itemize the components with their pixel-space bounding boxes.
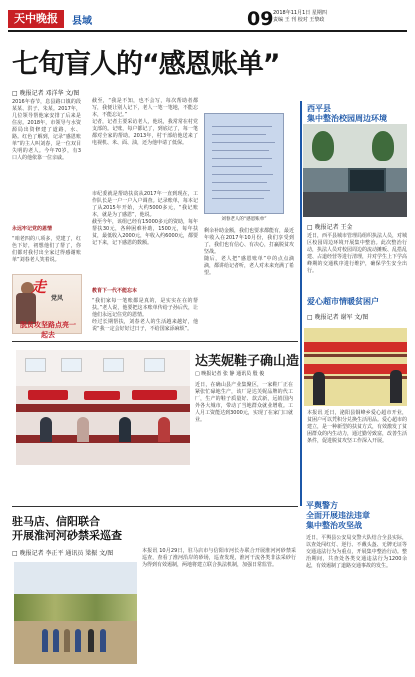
lead-subheading-1: 永远牢记党的恩情 bbox=[12, 226, 53, 232]
section-label: 县域 bbox=[72, 16, 92, 27]
shoe-pile bbox=[132, 390, 177, 400]
person-icon bbox=[390, 370, 402, 403]
page-number: 09 bbox=[247, 8, 274, 30]
advertisement-box bbox=[12, 274, 82, 339]
person-icon bbox=[100, 629, 106, 652]
road bbox=[303, 192, 407, 217]
supermarket-photo bbox=[304, 328, 407, 406]
person-icon bbox=[75, 629, 81, 652]
window bbox=[61, 358, 82, 372]
lead-subheading-2: 教育下一代不能忘本 bbox=[92, 288, 138, 294]
shoe-factory-photo bbox=[16, 350, 190, 465]
account-book-photo bbox=[204, 113, 284, 214]
section-divider bbox=[12, 506, 298, 507]
handwriting-line bbox=[212, 190, 270, 191]
lead-column-4: 市纪委就是帮助扶贫从2017年一直到现在，工作队长是一户一户入户调查。记录账单，每本记了从2015年开始，大约5000多元，“我记账本，就是为了感恩”，他说。 截至今年，该组已经有15000多元的资助，每年帮扶30元，各种困难补助，1500元，每年扶贫，最低收入2000元，年收入约6000元，都要记下来，记下感恩的数额。 bbox=[92, 191, 198, 246]
handwriting-line bbox=[212, 158, 272, 159]
shelf-edge bbox=[304, 354, 407, 357]
column-divider bbox=[300, 101, 302, 506]
lead-headline: 七旬盲人的“感恩账单” bbox=[12, 49, 280, 80]
worker-icon bbox=[40, 417, 52, 442]
shoe-byline: □ 晚报记者 张 静 通讯员 殷 俊 bbox=[195, 371, 265, 377]
street-photo bbox=[303, 124, 407, 217]
handwriting-line bbox=[212, 134, 266, 135]
lead-byline: □ 晚报记者 邓洋华 文/图 bbox=[12, 90, 80, 97]
right-mid-byline: □ 晚报记者 谢军 文/图 bbox=[307, 314, 369, 321]
lead-column-2: “咱老四的八项多，党建了，红色下好，初想他们了帮了，你们都对我付出全家过得感谢账单”刘春老人笑着说。 bbox=[12, 236, 81, 263]
handwriting-line bbox=[212, 166, 262, 167]
shoe-pile bbox=[84, 391, 120, 400]
bottom-byline: □ 晚报记者 李正平 通讯员 梁振 文/图 bbox=[12, 550, 114, 557]
handwriting-line bbox=[212, 174, 273, 175]
shoe-text: 近日，在确山县产业集聚区，一家鞋厂正在紧张忙碌地生产，该厂是达芙妮品牌的代工厂，生产的鞋子质量好、款式新，远销国内外各大城市，带动了当地群众就业增收。工人月工资能达到3000元，实现了在家门口就业。 bbox=[195, 382, 293, 423]
lead-column-5: “我们家每一笔账都是真的，是实实在在的帮扶。”老人说，他要把这本账单传给子孙后代，让他们永远记住党的恩情。 经过长期帮扶，刘春老人的生活越来越好，他说“我一定会好好过日子，不给国家添麻烦”。 bbox=[92, 298, 198, 332]
handwriting-line bbox=[212, 142, 275, 143]
ad-tag: 党风 bbox=[51, 295, 64, 302]
bottom-right-text: 近日，平舆县公安局交警大队结合全县实际，以查处闯红灯、逆行、不戴头盔、无牌无证等交通违法行为为重点，开展集中整治行动。整治期间，共查处各类交通违法行为1200余起，有效遏制了道路交通事故的发生。 bbox=[306, 535, 407, 569]
worker-icon bbox=[158, 417, 170, 442]
worker-icon bbox=[119, 417, 131, 442]
ad-walk-text: 走 bbox=[31, 278, 47, 296]
window bbox=[144, 358, 165, 372]
tree-icon bbox=[372, 131, 394, 161]
newspaper-logo: 天中晚报 bbox=[8, 10, 64, 28]
section-divider bbox=[12, 341, 298, 342]
bottom-headline: 驻马店、信阳联合 开展淮河河砂禁采巡查 bbox=[12, 515, 122, 542]
right-mid-text: 本报讯 近日，泌阳县铜峰乡爱心超市开业，贫困户可以凭积分兑换生活用品。爱心超市的建立，是一种新型的扶贫方式，有效激发了贫困群众的内生动力，通过勤劳致富，改善生活条件，促进脱贫攻坚工作深入开展。 bbox=[307, 410, 408, 444]
bottom-right-title: 平舆警方 全面开展违法违章 集中整治攻坚战 bbox=[306, 501, 370, 530]
masthead bbox=[8, 8, 407, 32]
handwriting-line bbox=[212, 150, 269, 151]
right-mid-title: 爱心超市情暖贫困户 bbox=[307, 297, 379, 306]
worker-icon bbox=[77, 417, 89, 442]
right-top-title: 西平县 集中整治校园周边环境 bbox=[307, 104, 387, 123]
lead-column-6: 剩余补助金额，我们也要求都能有，最近年收入在2017年10月份，我们享受到了，我们也有信心、有决心，打赢脱贫攻坚战。 随后，老人把“感恩账单”中的点点滴滴，都讲给记者听，老人对未来充满了希望。 bbox=[204, 228, 295, 276]
person-icon bbox=[88, 629, 94, 652]
tree-icon bbox=[312, 131, 334, 161]
date-info: 2018年11月1日 星期四 责编 王 刊 校对 王黎政 bbox=[273, 10, 327, 23]
truck-icon bbox=[348, 168, 386, 193]
window bbox=[103, 358, 124, 372]
photo-caption: 刘春老人的“感恩账单” bbox=[221, 217, 267, 222]
right-top-byline: □ 晚报记者 王金 bbox=[307, 224, 353, 231]
handwriting-line bbox=[212, 126, 272, 127]
workbench bbox=[16, 404, 190, 412]
handwriting-line bbox=[212, 182, 267, 183]
bottom-text: 本报讯 10月29日，驻马店市与信阳市河长办联合开展淮河河砂禁采巡查，查看了淮河沿岸的砂场，巡查发现，淮河干流各类非法采砂行为得到有效遏制，两地将建立联合执法机制，加强日常监管。 bbox=[142, 548, 296, 568]
handwriting-line bbox=[212, 198, 264, 199]
lead-column-3: 截至，“我是不知，也不会写，每次帮助者都写，我便让别人记下，老人一笔一笔地，不能忘本，不能忘记。” 记者，记者主要采访老人，他说，我常常在村党支部的。记账，每户都记了，到底记了，每一笔都对全家的帮助。2013年，村干部给他送来了电视机、米、面、油，还为他申请了低保。 bbox=[92, 98, 198, 146]
tree-line bbox=[14, 594, 137, 624]
ad-slogan: 脱贫攻坚路点亮一起去 bbox=[20, 321, 76, 339]
person-icon bbox=[42, 629, 48, 652]
shelf bbox=[304, 342, 407, 352]
shoe-headline: 达芙妮鞋子确山造 bbox=[195, 354, 300, 369]
person-icon bbox=[313, 372, 325, 405]
lead-column-1: 2016年春节，息县路口镇的段某某、洪子、朱某。2017年，几位领导帮他家安排了后来是住房。2018年，市领导与水资源局出资修建了道路，水、路。红色了解到，记录“感恩账单”的主人叫刘春，是一位双目失明的老人。今年70岁，有3口人的他依靠一位亲戚。 bbox=[12, 99, 81, 161]
river-patrol-photo bbox=[14, 562, 137, 664]
person-icon bbox=[64, 629, 70, 652]
window bbox=[25, 358, 46, 372]
right-top-text: 近日，西平县城市管理局组织执法人员，对城区校园周边环境开展集中整治。此次整治行动，执法人员对校园周边的流动摊贩、乱搭乱建、占道经营等进行清理，并对学生上下学高峰期的交通秩序进行维护，确保学生安全出行。 bbox=[307, 233, 408, 274]
person-icon bbox=[53, 629, 59, 652]
shoe-pile bbox=[28, 390, 68, 400]
